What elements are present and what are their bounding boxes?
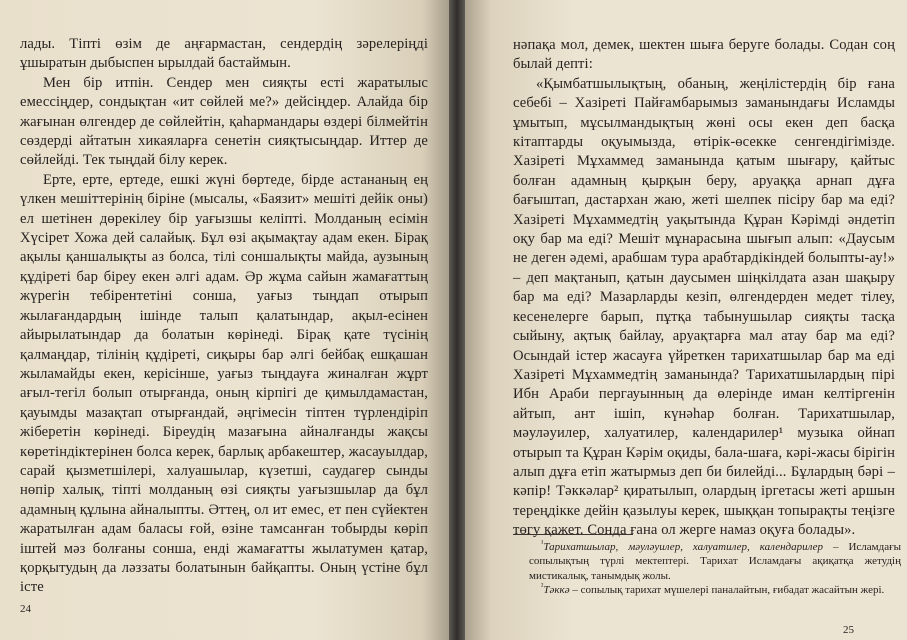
book-spine [449, 0, 465, 640]
paragraph: нәпақа мол, демек, шектен шыға беруге болады. Содан соң былай депті: [513, 37, 895, 73]
page-number: 24 [20, 603, 31, 615]
footnote [529, 583, 901, 597]
footnote-marker: ¹ [541, 538, 544, 548]
footnote-marker: ² [541, 581, 544, 591]
footnote [529, 540, 901, 583]
footnote-text: – сопылық тарихат мүшелері паналайтын, ғибадат жасайтын жері. [569, 583, 885, 596]
paragraph: «Қымбатшылықтың, обаның, жеңілістердің бір ғана себебі – Хазіреті Пайғамбарымыз заманындағы Исламды ұмытып, мұсылмандықтың жөні осы екен деп басқа кітаптарды оқуымызда, өтірік-өсекке сенгендігімізде. Хазіреті Мұхаммед заманында қатым шығару, қайтыс болған адамның қырқын беру, аруаққа арнап дұға бағыштап, дастархан жаю, жеті шелпек пісіру бар ма еді? Хазіреті Мұхаммедтің уақытында Құран Кәрімді әндетіп оқу бар ма еді? Мешіт мұнарасына шығып алып: «Даусым не деген әдемі, арабшам тура арабтардікіндей болыпты-ау!» – деп мақтанып, қатын даусымен шіңкілдата азан шақыру бар ма еді? Мазарларды кезіп, өлгендерден медет тілеу, кесенелерге барып, пұтқа табынушылар сияқты тасқа сыйыну, ақтық байлау, аруақтарға мал атау бар ма еді? Осындай істер жасауға үйреткен тарихатшылар бар ма еді Хазіреті Мұхаммедтің заманында? Тарихатшылардың пірі Ибн Араби пергауынның да өлерінде иман келтіргенін айтып, ант ішіп, күнәһар болған. Тарихатшылар, мәуләуилер, халуатилер, календарилер¹ музыка ойнап отырып та Құран Кәрім оқиды, бала-шаға, кәрі-жасы бірігін алып дұға етіп жатырмыз деп би билейді... Бұлардың бәрі – кәпір! Тәккәлар² қиратылып, олардың іргетасы жеті аршын тереңдікке дейін қазылуы керек, шыққан топырақты теңізге төгу қажет. Сонда ғана ол жерге намаз оқуға болады». [513, 75, 895, 539]
paragraph: Мен бір итпін. Сендер мен сияқты есті жаратылыс емессіңдер, сондықтан «ит сөйлей ме?» дейсіңдер. Алайда бір жағынан өлгендер де сөйлейтін, қаһармандары өздері білмейтін сөздерді айтатын хикаяларға сенетін сияқтысыңдар. Иттер де сөйлейді. Тек тыңдай білу керек. [20, 74, 428, 169]
footnotes [529, 540, 901, 597]
right-page-text [513, 36, 895, 541]
left-page [0, 0, 449, 640]
paragraph: лады. Тіпті өзім де аңғармастан, сендердің зәрелеріңді ұшыратын дыбыспен ырылдай бастаймын. [20, 36, 428, 72]
left-page-text [20, 35, 428, 598]
footnote-term: Тәккә [543, 583, 570, 596]
page-number: 25 [843, 624, 854, 636]
right-page [465, 0, 907, 640]
footnote-term: Тарихатшылар, мәуләуилер, халуатилер, календарилер [543, 541, 824, 553]
footnote-text: – Исламдағы сопылықтың түрлі мектептері. Тарихат Исламдағы ақиқатқа жетудің мистикалық, танымдық жолы. [529, 541, 901, 582]
paragraph: Ерте, ерте, ертеде, ешкі жүні бөртеде, бірде астананың ең үлкен мешіттерінің біріне (мысалы, «Баязит» мешіті дейік оны) ел шетінен дөрекілеу бір уағызшы келіпті. Молданың есімін Хүсірет Хожа дей салайық. Бұл өзі ақымақтау адам екен. Бірақ ақылы қаншалықты аз болса, тілі соншалықты майда, аузының құдіреті бар біреу екен әлгі адам. Әр жұма сайын жамағаттың жүрегін тебірентетіні сонша, уағыз тыңдап отырып жылағандардың ішінде талып қалатындар, ақыл-есінен айырылатындар да болатын көрінеді. Бірақ қате түсінің қалмаңдар, тілінің құдіреті, сиқыры бар әлгі бейбақ ешқашан жыламайды екен, керісінше, уағыз тыңдауға жиналған жұрт ағыл-тегіл болып отырғанда, оның кірпігі де қимылдамастан, қауымды мазақтап отырғандай, әңгімесін тіптен түрлендіріп жіберетін көрінеді. Біреудің мазағына айналғанды жақсы көретіндіктерінен болса керек, барлық арбакештер, жасауылдар, сарай қызметшілері, халуашылар, күзетші, саудагер сынды нөпір халық, тіпті молданың өзі сияқты уағызшылар да бұл адамның құлына айналыпты. Әттең, ол ит емес, ет пен сүйектен жаратылған адам баласы ғой, өзіне тамсанған тобырды көріп іштей мәз болғаны сонша, енді жамағатты жылатумен қатар, қорқытудың да ләззаты болатынын байқапты. Оның үстіне бұл істе [20, 171, 428, 596]
footnote-divider [513, 534, 633, 535]
